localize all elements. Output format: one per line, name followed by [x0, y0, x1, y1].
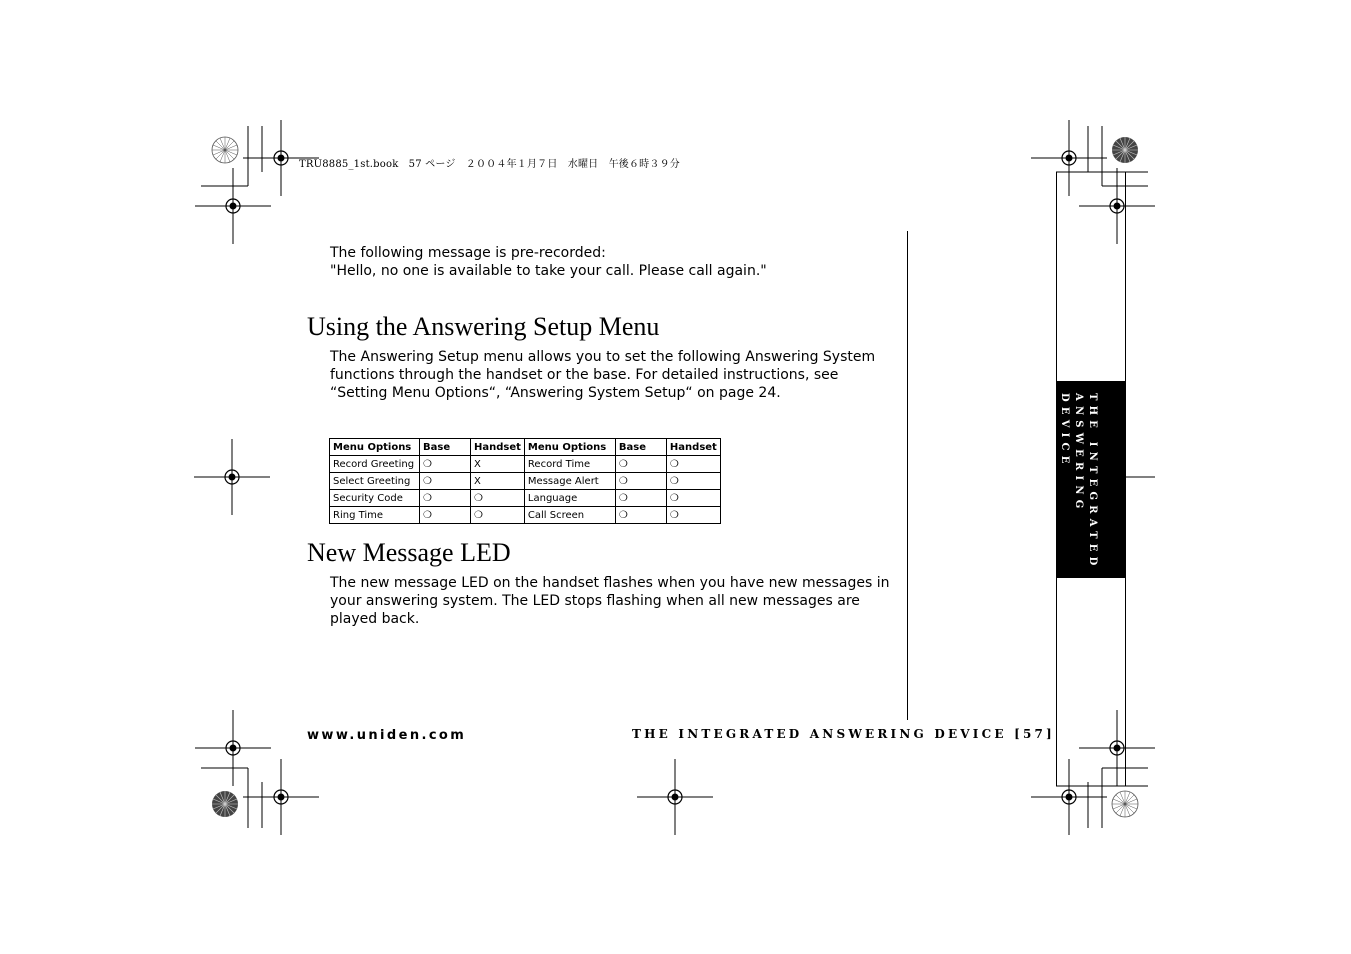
- menu-options-table: [329, 438, 721, 524]
- table-header-cell: Menu Options: [330, 439, 420, 456]
- footer-chapter-page: THE INTEGRATED ANSWERING DEVICE [57]: [632, 727, 1055, 741]
- table-header-cell: Base: [615, 439, 666, 456]
- table-cell: ❍: [615, 507, 666, 524]
- table-cell: Message Alert: [524, 473, 615, 490]
- table-cell: ❍: [666, 456, 720, 473]
- intro-text: [330, 244, 767, 280]
- table-header-cell: Handset: [471, 439, 525, 456]
- table-cell: Call Screen: [524, 507, 615, 524]
- intro-line-1: The following message is pre-recorded:: [330, 245, 606, 261]
- table-row: [330, 456, 721, 473]
- table-cell: ❍: [615, 490, 666, 507]
- table-cell: ❍: [420, 473, 471, 490]
- table-cell: ❍: [471, 507, 525, 524]
- table-row: [330, 473, 721, 490]
- table-cell: ❍: [666, 507, 720, 524]
- side-chapter-tab: [1057, 381, 1126, 578]
- intro-line-2: "Hello, no one is available to take your call. Please call again.": [330, 263, 767, 279]
- print-header-meta: TRU8885_1st.book 57 ページ ２００４年１月７日 水曜日 午後６時３９分: [299, 159, 680, 170]
- table-row: [330, 507, 721, 524]
- table-row: [330, 490, 721, 507]
- table-cell: ❍: [615, 473, 666, 490]
- table-cell: X: [471, 473, 525, 490]
- section-body-new-message-led: The new message LED on the handset flashes when you have new messages in your answering system. The LED stops flashing when all new messages are played back.: [330, 575, 890, 627]
- column-divider: [907, 231, 908, 720]
- table-cell: ❍: [615, 456, 666, 473]
- table-cell: ❍: [666, 473, 720, 490]
- table-cell: Ring Time: [330, 507, 420, 524]
- table-cell: X: [471, 456, 525, 473]
- table-cell: Select Greeting: [330, 473, 420, 490]
- section-title-new-message-led: New Message LED: [307, 538, 511, 567]
- side-chapter-tab-label: THE INTEGRATED ANSWERING DEVICE: [1059, 393, 1098, 571]
- section-body-answering-setup: The Answering Setup menu allows you to set the following Answering System functions through the handset or the base. For detailed instructions, see “Setting Menu Options“, “Answering System Setup“ on page 24.: [330, 349, 876, 401]
- table-cell: ❍: [420, 456, 471, 473]
- table-cell: Record Greeting: [330, 456, 420, 473]
- table-header-cell: Menu Options: [524, 439, 615, 456]
- footer-website: www.uniden.com: [307, 728, 467, 743]
- section-title-answering-setup: Using the Answering Setup Menu: [307, 312, 660, 341]
- table-cell: Security Code: [330, 490, 420, 507]
- table-cell: Language: [524, 490, 615, 507]
- table-header-cell: Handset: [666, 439, 720, 456]
- table-cell: Record Time: [524, 456, 615, 473]
- table-cell: ❍: [666, 490, 720, 507]
- table-cell: ❍: [471, 490, 525, 507]
- table-cell: ❍: [420, 490, 471, 507]
- table-cell: ❍: [420, 507, 471, 524]
- table-header-row: [330, 439, 721, 456]
- table-header-cell: Base: [420, 439, 471, 456]
